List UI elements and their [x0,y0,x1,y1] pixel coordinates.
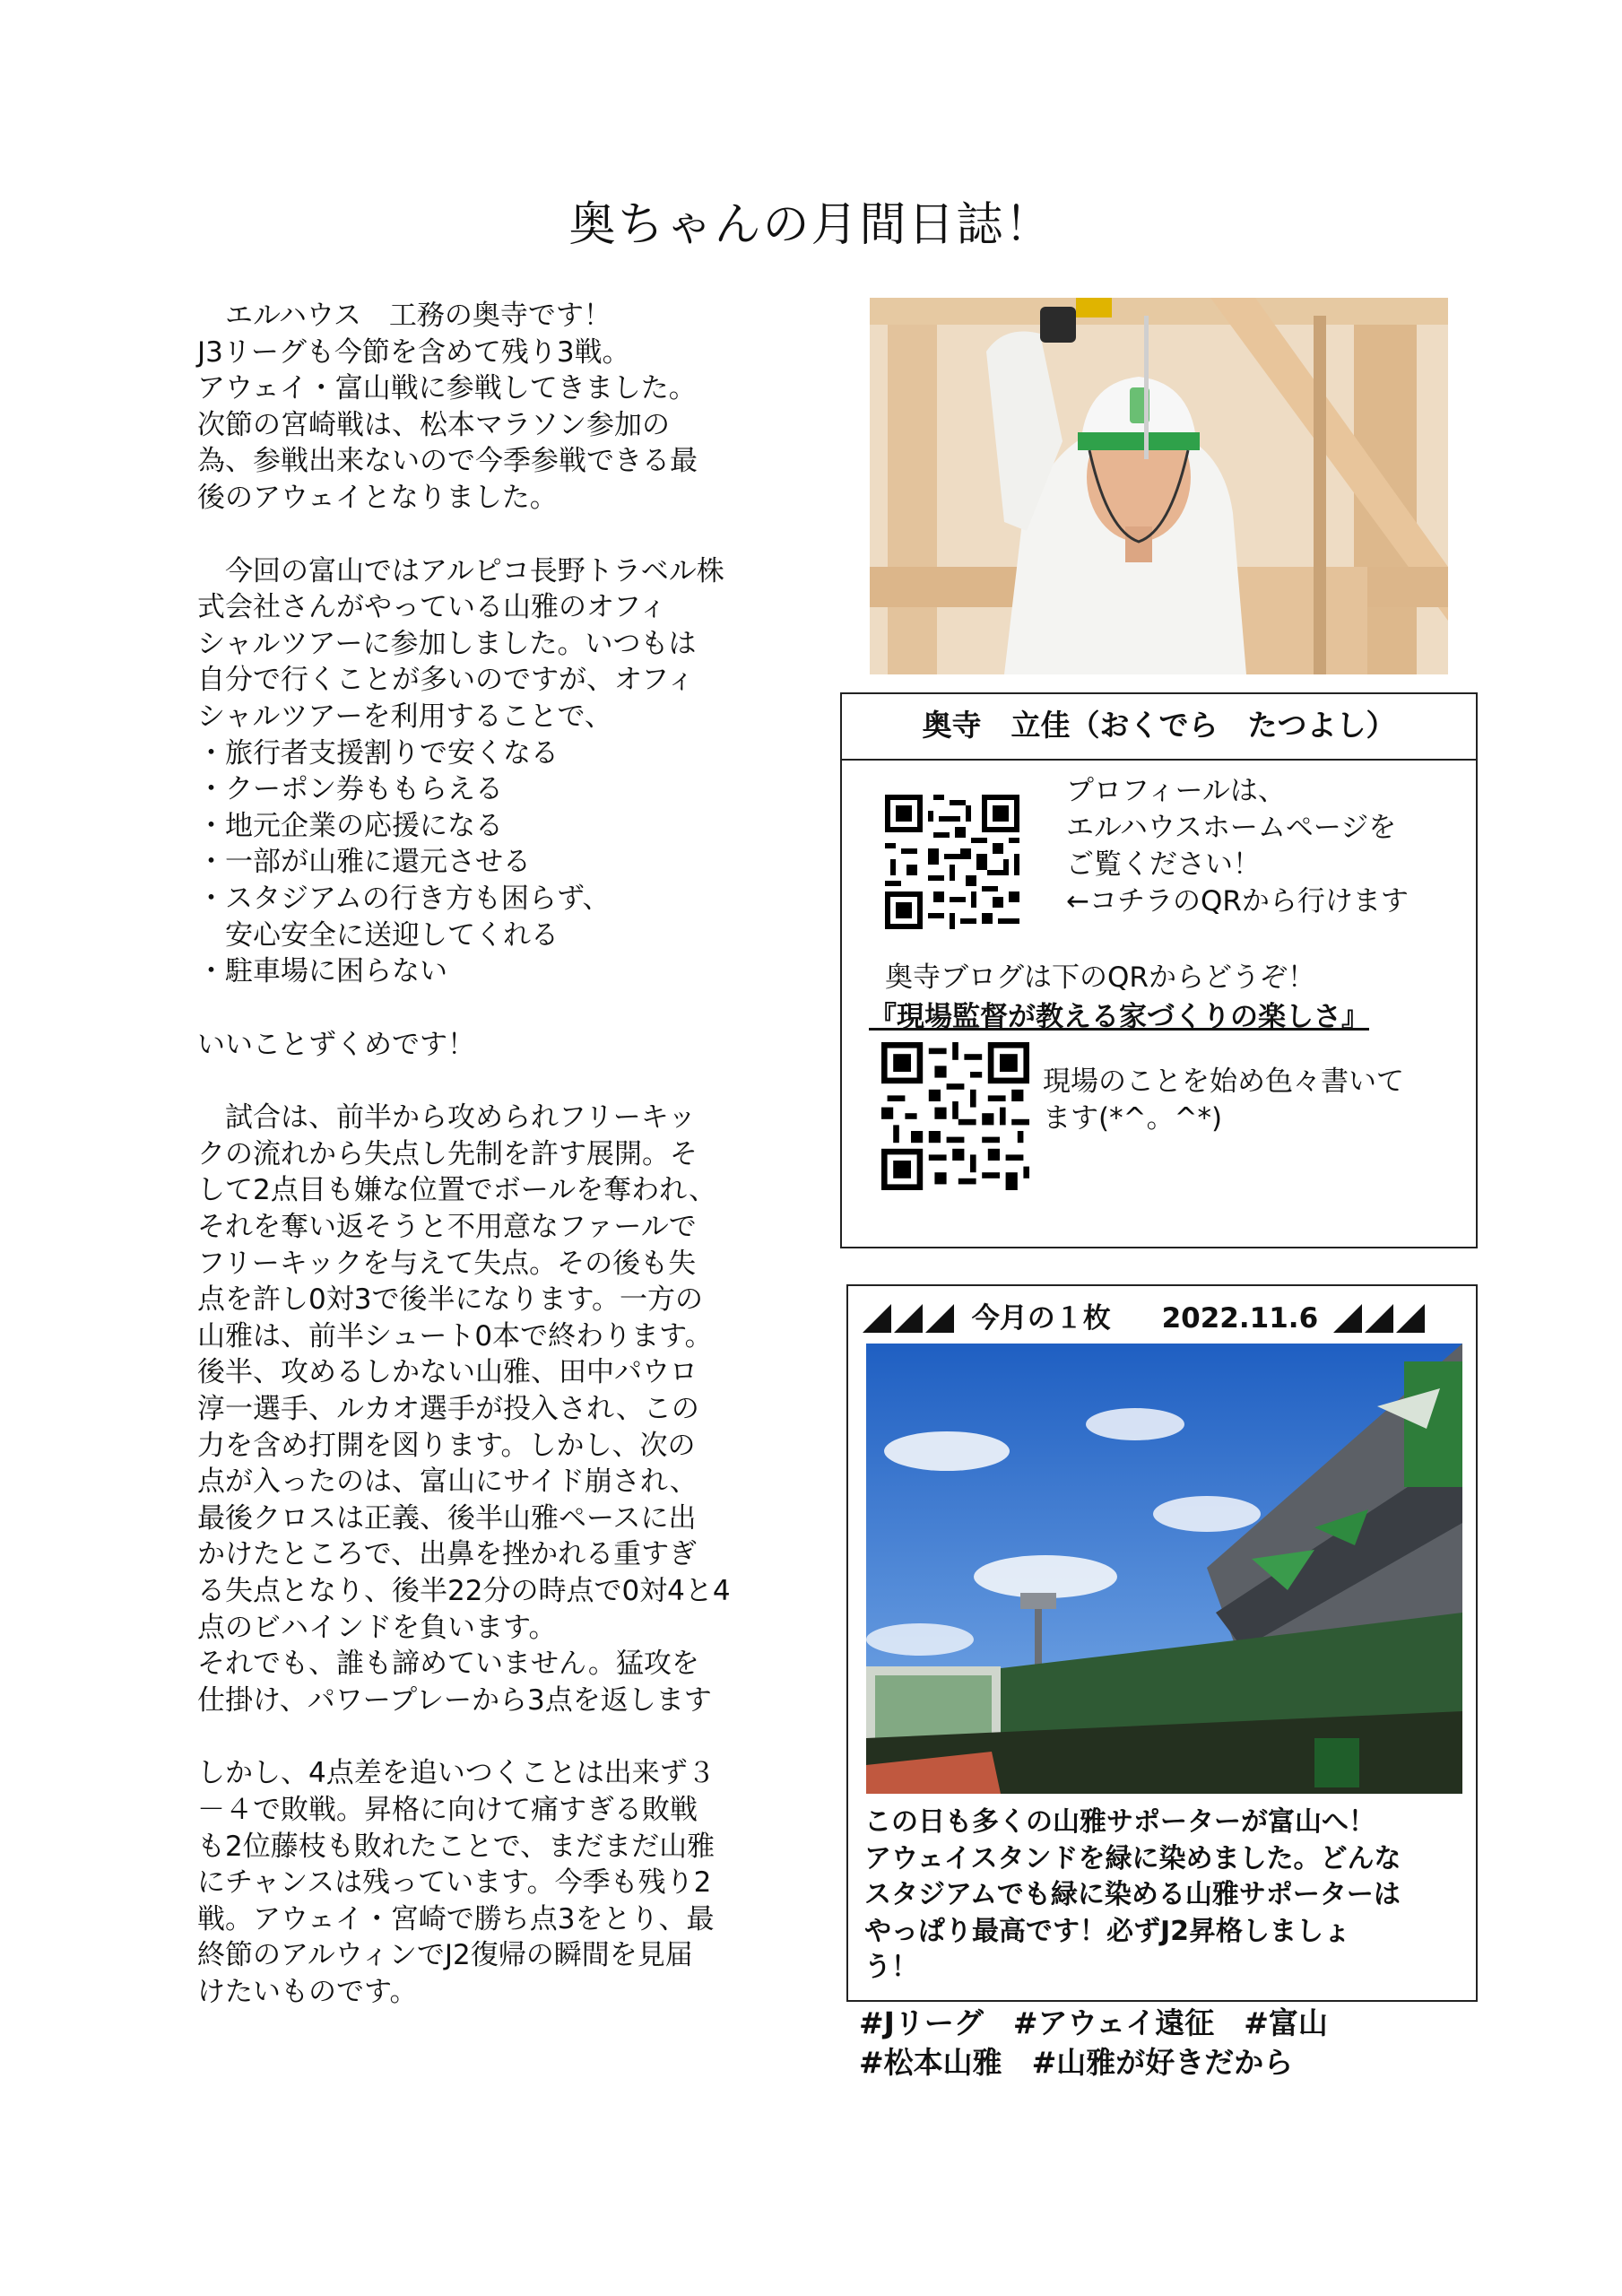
article-match: 試合は、前半から攻められフリーキッ クの流れから失点し先制を許す展開。そ して2点目も嫌な位置でボールを奪われ、 それを奪い返そうと不用意なファールで フリーキックを与えて失点。その後も失 点を許し0対3で後半になります。一方の 山雅は、前半シュート0本で終わります。 後半、攻めるしかない山雅、田中パウロ 淳一選手、ルカオ選手が投入され、この 力を含め打開を図ります。しかし、次の 点が入ったのは、富山にサイド崩され、 最後クロスは正義、後半山雅ペースに出 かけたところで、出鼻を挫かれる重すぎ る失点となり、後半22分の時点で0対4と4 点のビハインドを負います。 それでも、誰も諦めていません。猛攻を 仕掛け、パワープレーから3点を返します [197,1101,731,1717]
photo-of-month-box [846,1284,1478,2002]
author-photo [870,298,1448,674]
blog-qr-code[interactable] [881,1042,1029,1190]
list-item: ・スタジアムの行き方も困らず、 安心安全に送迎してくれる [197,882,611,952]
list-item: ・駐車場に困らない [197,955,447,988]
profile-name: 奥寺 立佳（おくでら たつよし） [842,694,1476,761]
article-summary: いいことずくめです！ [197,1028,475,1061]
article-intro: エルハウス 工務の奥寺です！ J3リーグも今節を含めて残り3戦。 アウェイ・富山戦に参戦してきました。 次節の宮崎戦は、松本マラソン参加の 為、参戦出来ないので今季参戦できる最 後のアウェイとなりました。 [197,300,698,514]
profile-box [840,692,1478,1248]
triangle-decoration-icon [863,1304,957,1333]
article-result: しかし、4点差を追いつくことは出来ず３ －４で敗戦。昇格に向けて痛すぎる敗戦 も2位藤枝も敗れたことで、まだまだ山雅 にチャンスは残っています。今季も残り2 戦。アウェイ・宮崎で勝ち点3をとり、最 終節のアルウィンでJ2復帰の瞬間を見届 けたいものです。 [197,1757,716,2008]
blog-title-link[interactable]: 『現場監督が教える家づくりの楽しさ』 [869,1001,1369,1033]
photo-of-month-date: 2022.11.6 [1161,1301,1319,1335]
photo-of-month-caption: この日も多くの山雅サポーターが富山へ！ アウェイスタンドを緑に染めました。どんな スタジアムでも緑に染める山雅サポーターは やっぱり最高です！必ずJ2昇格しましょ う！ [864,1806,1401,1984]
list-item: ・クーポン券ももらえる [197,773,503,806]
profile-qr-code[interactable] [885,795,1019,929]
list-item: ・一部が山雅に還元させる [197,846,531,879]
blog-description: 現場のことを始め色々書いて ます(*^。^*) [1043,1065,1404,1135]
benefit-list [197,735,789,990]
profile-description: プロフィールは、 エルハウスホームページを ご覧ください！ ←コチラのQRから行けます [1066,775,1409,918]
photo-of-month-header [863,1297,1463,1336]
photo-of-month-title: 今月の１枚 [971,1301,1111,1335]
blog-lead: 奥寺ブログは下のQRからどうぞ！ [885,961,1315,994]
hashtag-list: #Jリーグ #アウェイ遠征 #富山 #松本山雅 #山雅が好きだから [859,2005,1328,2080]
article-body [197,298,789,2011]
list-item: ・旅行者支援割りで安くなる [197,736,559,770]
page-title: 奥ちゃんの月間日誌！ [568,198,1054,252]
triangle-decoration-icon [1333,1304,1427,1333]
stadium-photo [866,1344,1462,1794]
list-item: ・地元企業の応援になる [197,809,503,842]
article-tour: 今回の富山ではアルピコ長野トラベル株 式会社さんがやっている山雅のオフィ シャルツアーに参加しました。いつもは 自分で行くことが多いのですが、オフィ シャルツアーを利用することで、 [197,554,724,733]
